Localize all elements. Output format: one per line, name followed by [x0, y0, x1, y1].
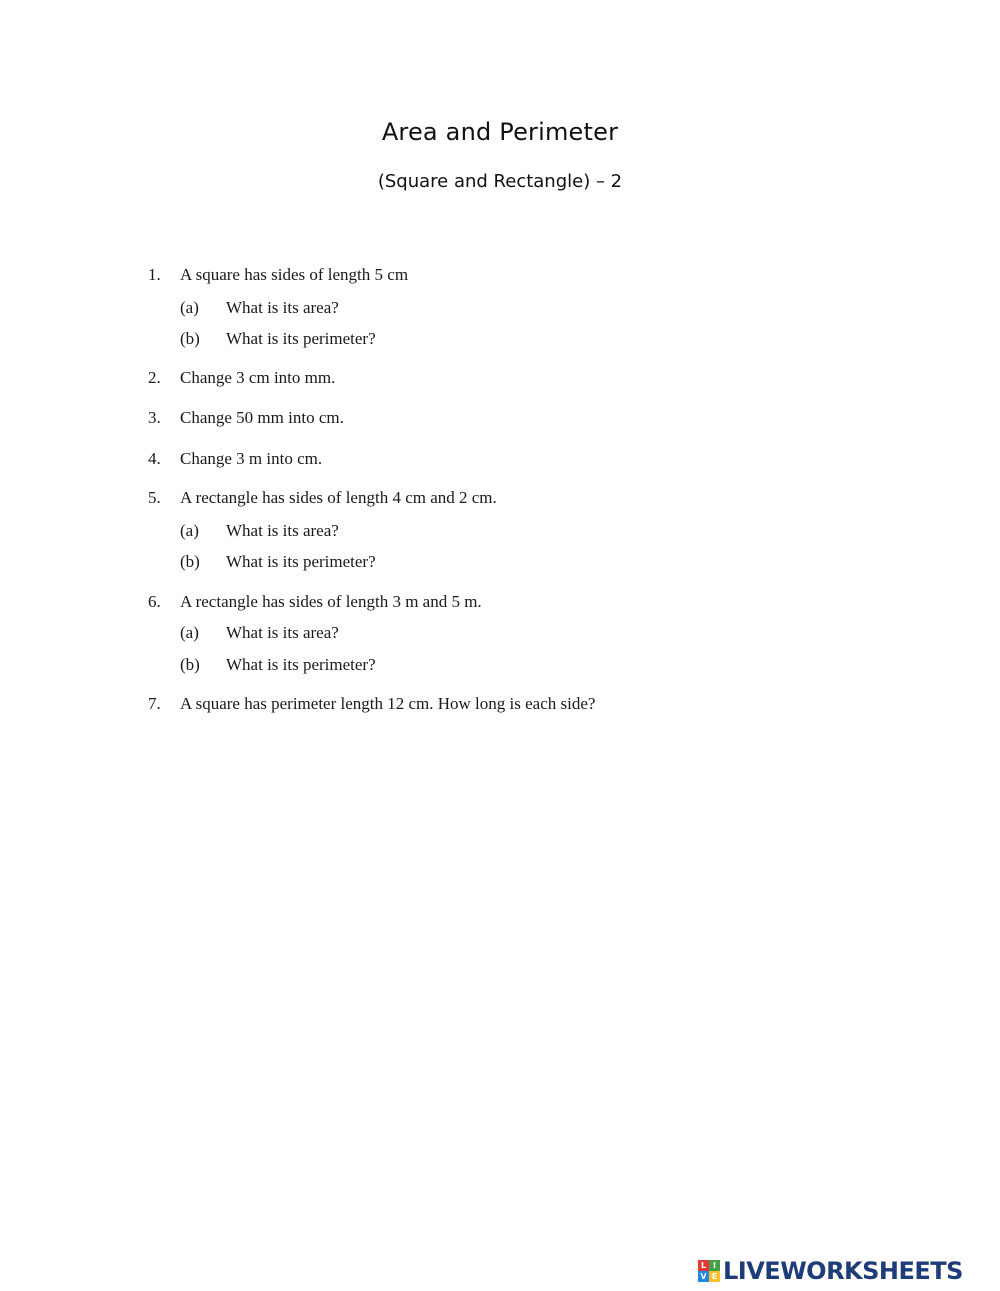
logo-letter-l: L	[698, 1260, 709, 1271]
question-text: A rectangle has sides of length 4 cm and 2 cm.	[180, 488, 497, 507]
question-number: 6.	[148, 592, 161, 611]
part-label: (a)	[180, 521, 199, 540]
question-number: 4.	[148, 449, 161, 468]
logo-letter-e: E	[709, 1271, 720, 1282]
part-text: What is its area?	[226, 521, 339, 540]
question-text: Change 3 m into cm.	[180, 449, 323, 468]
part-text: What is its perimeter?	[226, 655, 376, 674]
question-number: 2.	[148, 368, 161, 387]
logo-letter-i: I	[709, 1260, 720, 1271]
question-number: 1.	[148, 265, 161, 284]
question-number: 7.	[148, 694, 161, 713]
question-text: Change 3 cm into mm.	[180, 368, 336, 387]
logo-letter-v: V	[698, 1271, 709, 1282]
part-text: What is its perimeter?	[226, 329, 376, 348]
part-text: What is its area?	[226, 623, 339, 642]
part-label: (b)	[180, 655, 200, 674]
question-text: A rectangle has sides of length 3 m and 5 m.	[180, 592, 482, 611]
part-label: (a)	[180, 623, 199, 642]
question-text: Change 50 mm into cm.	[180, 408, 344, 427]
question-number: 3.	[148, 408, 161, 427]
question-text: A square has perimeter length 12 cm. How long is each side?	[180, 694, 596, 713]
question-text: A square has sides of length 5 cm	[180, 265, 409, 284]
part-text: What is its perimeter?	[226, 552, 376, 571]
worksheet-subtitle: (Square and Rectangle) – 2	[377, 171, 623, 192]
part-label: (b)	[180, 329, 200, 348]
liveworksheets-brand	[698, 1255, 963, 1287]
part-label: (b)	[180, 552, 200, 571]
liveworksheets-logo-icon	[698, 1260, 720, 1282]
part-text: What is its area?	[226, 298, 339, 317]
brand-name: LIVEWORKSHEETS	[723, 1257, 963, 1285]
worksheet-title: Area and Perimeter	[381, 118, 619, 146]
question-number: 5.	[148, 488, 161, 507]
part-label: (a)	[180, 298, 199, 317]
